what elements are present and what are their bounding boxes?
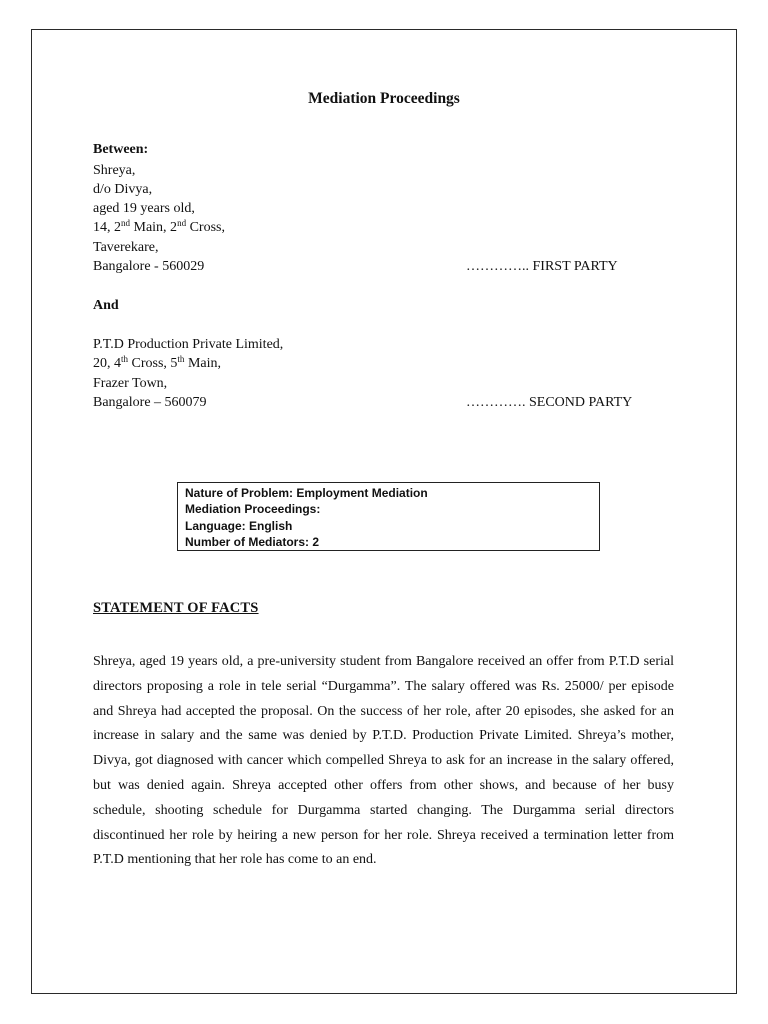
first-party-relation: d/o Divya, (93, 182, 153, 197)
first-party-tag: ………….. FIRST PARTY (466, 259, 618, 274)
first-party-age: aged 19 years old, (93, 201, 195, 216)
superscript: nd (121, 218, 130, 228)
superscript: th (177, 354, 185, 364)
document-title: Mediation Proceedings (308, 90, 460, 107)
first-party-address-part: Cross, (186, 220, 225, 235)
language-label: Language: English (185, 518, 293, 533)
first-party-address (93, 219, 225, 237)
second-party-address (93, 355, 221, 373)
first-party-locality: Taverekare, (93, 240, 159, 255)
first-party-name: Shreya, (93, 163, 136, 178)
statement-heading: STATEMENT OF FACTS (93, 600, 259, 616)
second-party-address-part: Cross, 5 (128, 356, 178, 371)
between-label: Between: (93, 142, 149, 157)
superscript: th (121, 354, 129, 364)
first-party-address-part: Main, 2 (130, 220, 178, 235)
nature-of-problem: Nature of Problem: Employment Mediation (185, 486, 428, 500)
first-party-address-part: 14, 2 (93, 220, 121, 235)
statement-paragraph: Shreya, aged 19 years old, a pre-university student from Bangalore received an offer from P.T.D serial directors proposing a role in tele serial “Durgamma”. The salary offered was Rs. 25000/ per episode and Shreya had accepted the proposal. On the success of her role, after 20 episodes, she asked for an increase in salary and the same was denied by P.T.D. Production Private Limited. Shreya’s mother, Divya, got diagnosed with cancer which compelled Shreya to ask for an increase in the salary offered, but was denied again. Shreya accepted other offers from other shows, and because of her busy schedule, shooting schedule for Durgamma started changing. The Durgamma serial directors discontinued her role by heiring a new person for her role. Shreya received a termination letter from P.T.D mentioning that her role has come to an end. (93, 654, 674, 868)
mediation-proceedings-label: Mediation Proceedings: (185, 502, 321, 517)
superscript: nd (177, 218, 187, 228)
and-label: And (93, 298, 119, 313)
second-party-city: Bangalore – 560079 (93, 395, 207, 410)
second-party-name: P.T.D Production Private Limited, (93, 337, 284, 352)
mediators-count: Number of Mediators: 2 (185, 534, 320, 549)
second-party-locality: Frazer Town, (93, 376, 168, 391)
mediation-info-box (177, 482, 600, 551)
second-party-address-part: 20, 4 (93, 356, 121, 371)
second-party-tag: …………. SECOND PARTY (466, 395, 633, 410)
second-party-address-part: Main, (184, 356, 221, 371)
first-party-city: Bangalore - 560029 (93, 259, 205, 274)
